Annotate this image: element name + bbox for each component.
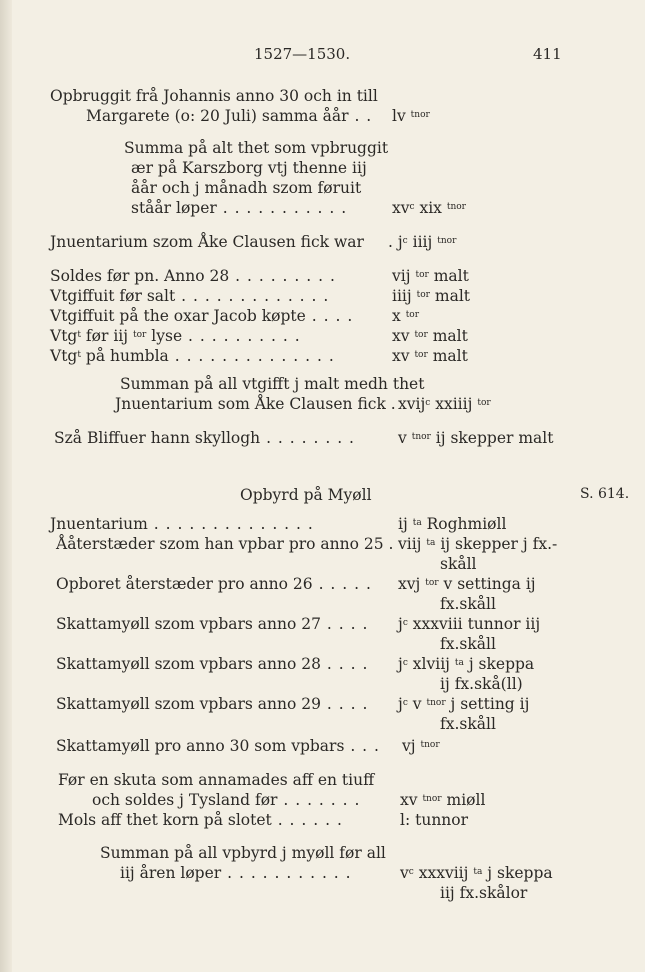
entry-line: Vtg$^t$ før iij $^{tor}$ lyse . . . . . . . . . .	[50, 327, 301, 345]
amount: xv $^{tor}$ malt	[392, 347, 468, 365]
entry-line: Vtg$^t$ på humbla . . . . . . . . . . . . . .	[50, 347, 335, 365]
amount: $j^c$ xlviij $^{ta}$ j skeppa	[398, 655, 535, 673]
entry-line: Skattamyøll szom vpbars anno 27 . . . .	[56, 615, 369, 633]
amount: $v^c$ xxxviij $^{ta}$ j skeppa	[400, 864, 553, 882]
amount: $j^c$ v $^{tnor}$ j setting ij	[398, 695, 530, 713]
amount: xvj $^{tor}$ v settinga ij	[398, 575, 536, 593]
amount-continuation: fx.skåll	[440, 635, 496, 653]
amount-continuation: fx.skåll	[440, 715, 496, 733]
amount: lv $^{tnor}$	[392, 107, 430, 125]
entry-line: Jnuentarium som Åke Clausen fick .	[115, 395, 396, 413]
entry-line: Skattamyøll szom vpbars anno 29 . . . .	[56, 695, 369, 713]
amount: xv $^{tnor}$ miøll	[400, 791, 486, 809]
entry-line: Mols aff thet korn på slotet . . . . . .	[58, 811, 343, 829]
amount-continuation: ij fx.skå(ll)	[440, 675, 523, 693]
entry-line: Opbruggit frå Johannis anno 30 och in till	[50, 87, 378, 105]
amount: $xv^c$ xix $^{tnor}$	[392, 199, 466, 217]
amount: . $j^c$ iiij $^{tnor}$	[388, 233, 457, 251]
amount-continuation: fx.skåll	[440, 595, 496, 613]
section-heading: Opbyrd på Myøll	[240, 486, 372, 504]
margin-reference: S. 614.	[580, 486, 630, 502]
amount: iiij $^{tor}$ malt	[392, 287, 471, 305]
amount: l: tunnor	[400, 811, 469, 829]
entry-line: åår och j månadh szom føruit	[131, 179, 362, 197]
amount: vj $^{tnor}$	[402, 737, 440, 755]
entry-line: iij åren løper . . . . . . . . . . .	[120, 864, 352, 882]
entry-line: Summa på alt thet som vpbruggit	[124, 139, 389, 157]
entry-line: och soldes j Tysland før . . . . . . .	[92, 791, 361, 809]
entry-line: Ååterstæder szom han vpbar pro anno 25 .	[56, 535, 394, 553]
page-number: 411	[533, 45, 562, 63]
entry-line: Jnuentarium szom Åke Clausen fick war	[50, 233, 364, 251]
entry-line: Skattamyøll pro anno 30 som vpbars . . .	[56, 737, 380, 755]
amount: v $^{tnor}$ ij skepper malt	[398, 429, 554, 447]
amount: vij $^{tor}$ malt	[392, 267, 469, 285]
entry-line: Skattamyøll szom vpbars anno 28 . . . .	[56, 655, 369, 673]
running-header-years: 1527—1530.	[254, 45, 351, 63]
entry-line: Soldes før pn. Anno 28 . . . . . . . . .	[50, 267, 336, 285]
amount: $j^c$ xxxviii tunnor iij	[398, 615, 541, 633]
amount: ij $^{ta}$ Roghmiøll	[398, 515, 507, 533]
entry-line: Før en skuta som annamades aff en tiuff	[58, 771, 375, 789]
entry-line: Summan på all vtgifft j malt medh thet	[120, 375, 425, 393]
entry-line: ståår løper . . . . . . . . . . .	[131, 199, 348, 217]
entry-line: Margarete (o: 20 Juli) samma åår . .	[86, 107, 373, 125]
amount-continuation: iij fx.skålor	[440, 884, 528, 902]
entry-line: Vtgiffuit før salt . . . . . . . . . . . . .	[50, 287, 330, 305]
amount: xv $^{tor}$ malt	[392, 327, 468, 345]
entry-line: Vtgiffuit på the oxar Jacob køpte . . . .	[50, 307, 354, 325]
amount: x $^{tor}$	[392, 307, 420, 325]
amount: xvij$^c$ xxiiij $^{tor}$	[398, 395, 491, 413]
entry-line: Summan på all vpbyrd j myøll før all	[100, 844, 386, 862]
entry-line: ær på Karszborg vtj thenne iij	[131, 159, 367, 177]
entry-line: Szå Bliffuer hann skyllogh . . . . . . . .	[54, 429, 355, 447]
amount: viij $^{ta}$ ij skepper j fx.-	[398, 535, 558, 553]
entry-line: Jnuentarium . . . . . . . . . . . . . .	[50, 515, 314, 533]
amount-continuation: skåll	[440, 555, 477, 573]
entry-line: Opboret återstæder pro anno 26 . . . . .	[56, 575, 372, 593]
